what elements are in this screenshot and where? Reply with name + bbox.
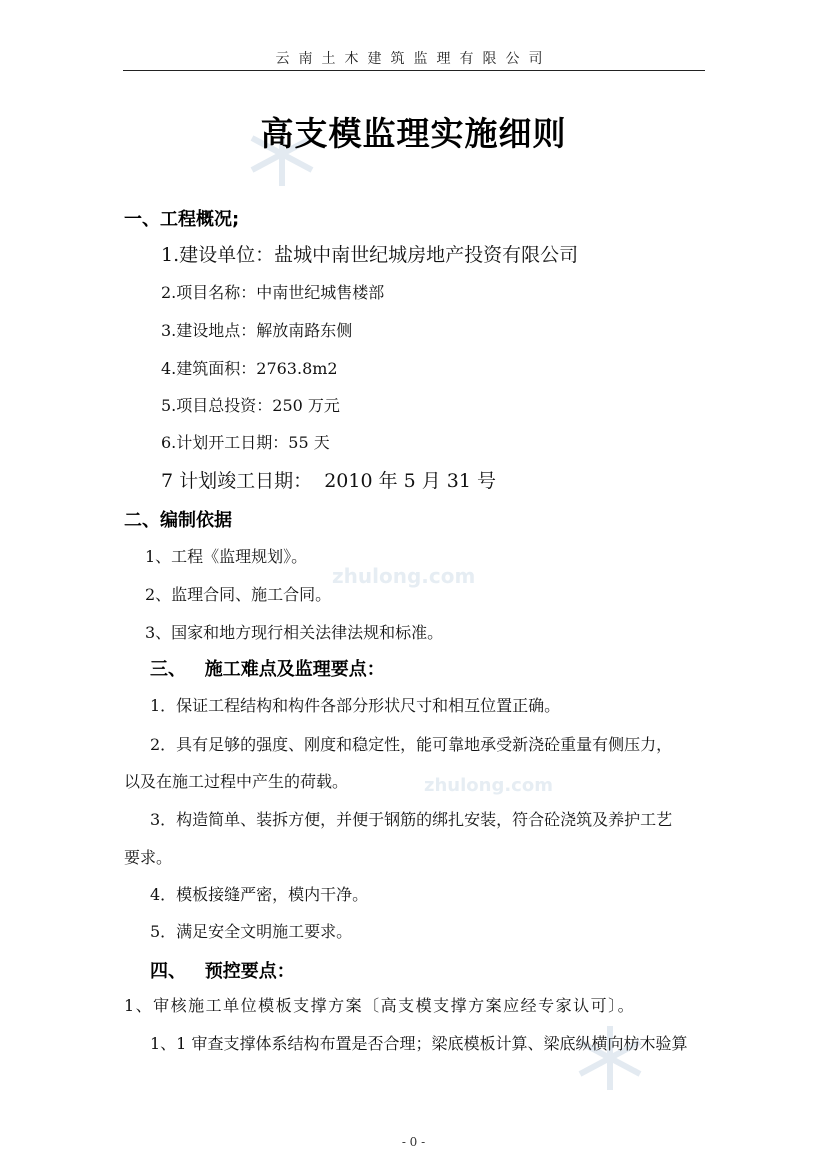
list-item: 要求。 [124, 848, 173, 867]
list-item: 1．保证工程结构和构件各部分形状尺寸和相互位置正确。 [150, 696, 561, 715]
list-item: 以及在施工过程中产生的荷载。 [124, 772, 349, 791]
list-item: 1、工程《监理规划》。 [145, 547, 308, 566]
list-item: 4.建筑面积：2763.8m2 [161, 359, 338, 378]
list-item: 3．构造简单、装拆方便，并便于钢筋的绑扎安装，符合砼浇筑及养护工艺 [150, 810, 673, 829]
list-item: 7 计划竣工日期： 2010 年 5 月 31 号 [161, 470, 497, 492]
section-heading: 三、 施工难点及监理要点： [150, 659, 385, 680]
section-heading: 四、 预控要点： [150, 961, 295, 982]
list-item: 1、审核施工单位模板支撑方案〔高支模支撑方案应经专家认可〕。 [124, 996, 636, 1015]
list-item: 6.计划开工日期：55 天 [161, 433, 330, 452]
header-divider [123, 70, 705, 71]
list-item: 5．满足安全文明施工要求。 [150, 922, 353, 941]
watermark-text: zhulong.com [424, 775, 553, 796]
list-item: 5.项目总投资：250 万元 [161, 396, 340, 415]
list-item: 2、监理合同、施工合同。 [145, 585, 332, 604]
page-title: 高支模监理实施细则 [260, 114, 567, 153]
list-item: 3.建设地点：解放南路东侧 [161, 321, 353, 340]
list-item: 2.项目名称：中南世纪城售楼部 [161, 283, 385, 302]
list-item: 1、1 审查支撑体系结构布置是否合理；梁底模板计算、梁底纵横向枋木验算 [150, 1034, 688, 1053]
header-company: 云南土木建筑监理有限公司 [275, 51, 552, 67]
watermark-text: zhulong.com [332, 564, 476, 588]
section-heading: 二、编制依据 [124, 510, 232, 531]
list-item: 2．具有足够的强度、刚度和稳定性，能可靠地承受新浇砼重量有侧压力， [150, 735, 673, 754]
list-item: 3、国家和地方现行相关法律法规和标准。 [145, 623, 444, 642]
list-item: 1.建设单位：盐城中南世纪城房地产投资有限公司 [161, 244, 579, 266]
list-item: 4．模板接缝严密，模内干净。 [150, 885, 369, 904]
section-heading: 一、工程概况; [124, 209, 240, 230]
page-number: - 0 - [401, 1135, 426, 1149]
